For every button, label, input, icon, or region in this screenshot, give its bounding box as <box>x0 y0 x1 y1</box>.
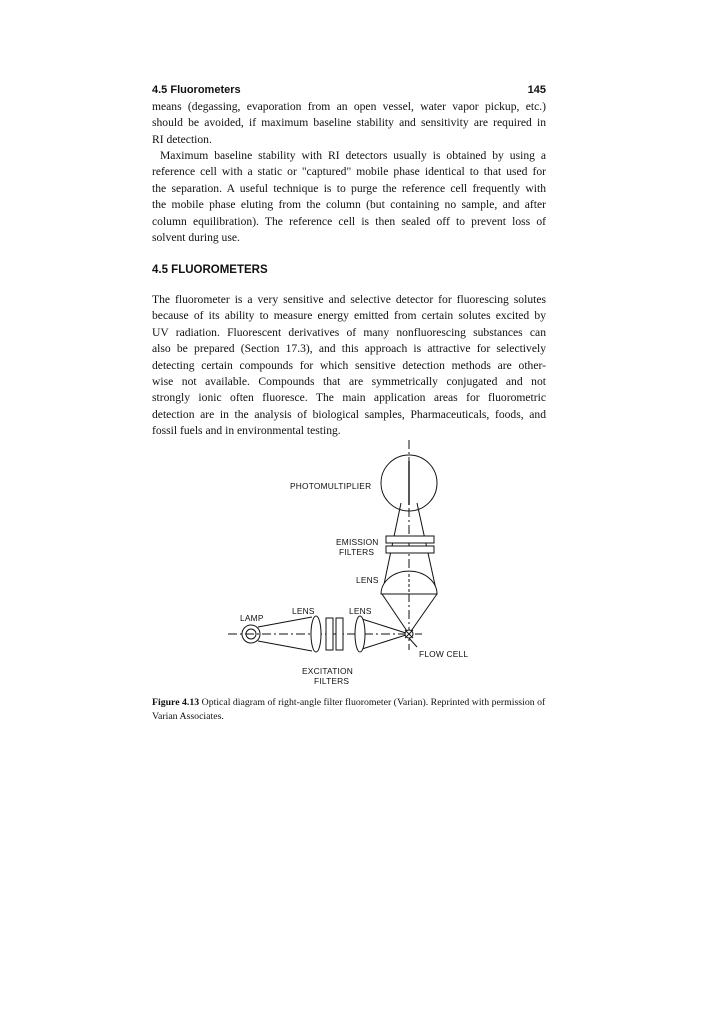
lamp-filament <box>246 629 256 639</box>
label-emission: EMISSION <box>336 537 379 547</box>
excitation-ray <box>362 619 409 634</box>
figure-caption <box>152 696 552 724</box>
lamp-bulb <box>242 625 260 643</box>
photomultiplier-tube <box>381 455 437 511</box>
text-line: means (degassing, evaporation from an open vessel, water vapor pickup, etc.) <box>152 100 546 113</box>
emission-ray <box>417 503 437 594</box>
paragraph-fluorometer-intro <box>152 292 546 440</box>
label-lens-left: LENS <box>292 606 315 616</box>
flow-cell-mark <box>405 630 413 638</box>
emission-ray <box>382 594 409 634</box>
figure-caption-text: Optical diagram of right-angle filter fluorometer (Varian). Reprinted with permission of Varian Associates. <box>152 697 546 722</box>
paragraph-baseline-stability <box>152 148 546 246</box>
text-line: solvent during use. <box>152 231 240 245</box>
text-line: UV radiation. Fluorescent derivatives of many nonfluorescing substances can <box>152 325 546 339</box>
text-line: RI detection. <box>152 132 212 146</box>
text-line: column equilibration). The reference cell is then sealed off to prevent loss of <box>152 214 546 228</box>
text-line: detection are in the analysis of biological samples, Pharmaceuticals, foods, and <box>152 407 546 421</box>
excitation-lens-left <box>311 616 321 652</box>
label-lens-right: LENS <box>349 606 372 616</box>
excitation-lens-right <box>355 616 365 652</box>
label-flow-cell: FLOW CELL <box>419 649 469 659</box>
excitation-ray <box>362 634 409 649</box>
excitation-filter <box>336 618 343 650</box>
text-line: fossil fuels and in environmental testing. <box>152 424 341 438</box>
text-line: reference cell with a static or "captured" mobile phase identical to that used for <box>152 165 546 179</box>
label-emission-filters: FILTERS <box>339 547 375 557</box>
section-heading: 4.5 FLUOROMETERS <box>152 264 268 276</box>
emission-lens <box>381 571 437 594</box>
running-head-title: 4.5 Fluorometers <box>152 84 241 96</box>
label-excitation: EXCITATION <box>302 666 354 676</box>
text-line: because of its ability to measure energy emitted from certain solutes excited by <box>152 309 546 323</box>
label-lamp: LAMP <box>240 613 264 623</box>
text-line: the separation. A useful technique is to purge the reference cell frequently with <box>152 181 546 195</box>
text-line: also be prepared (Section 17.3), and this approach is attractive for selectively <box>152 342 546 356</box>
emission-ray <box>382 503 401 594</box>
flow-cell-mark <box>405 630 413 638</box>
text-line: strongly ionic often fluoresce. The main application areas for fluorometric <box>152 391 546 405</box>
emission-filter <box>386 536 434 543</box>
emission-ray <box>409 594 437 634</box>
emission-filter <box>386 546 434 553</box>
text-line: detecting certain compounds for which sensitive detection methods are other- <box>152 358 546 372</box>
figure-caption-label: Figure 4.13 <box>152 697 200 708</box>
text-line: should be avoided, if maximum baseline stability and sensitivity are required in <box>152 116 546 130</box>
text-line: the mobile phase eluting from the column (but containing no sample, and after <box>152 198 546 212</box>
page-number: 145 <box>527 84 546 96</box>
excitation-filter <box>326 618 333 650</box>
text-line: The fluorometer is a very sensitive and selective detector for fluorescing solutes <box>152 293 546 306</box>
excitation-ray <box>258 641 312 651</box>
text-line: Maximum baseline stability with RI detectors usually is obtained by using a <box>160 149 546 162</box>
label-lens-top: LENS <box>356 575 379 585</box>
text-line: wise not available. Compounds that are symmetrically conjugated and not <box>152 375 546 389</box>
label-excitation-filters: FILTERS <box>314 676 350 686</box>
excitation-ray <box>258 617 312 627</box>
flow-cell <box>405 630 413 638</box>
paragraph-ri-degassing <box>152 99 546 148</box>
flow-cell-leader <box>409 638 417 647</box>
label-photomultiplier: PHOTOMULTIPLIER <box>290 481 372 491</box>
